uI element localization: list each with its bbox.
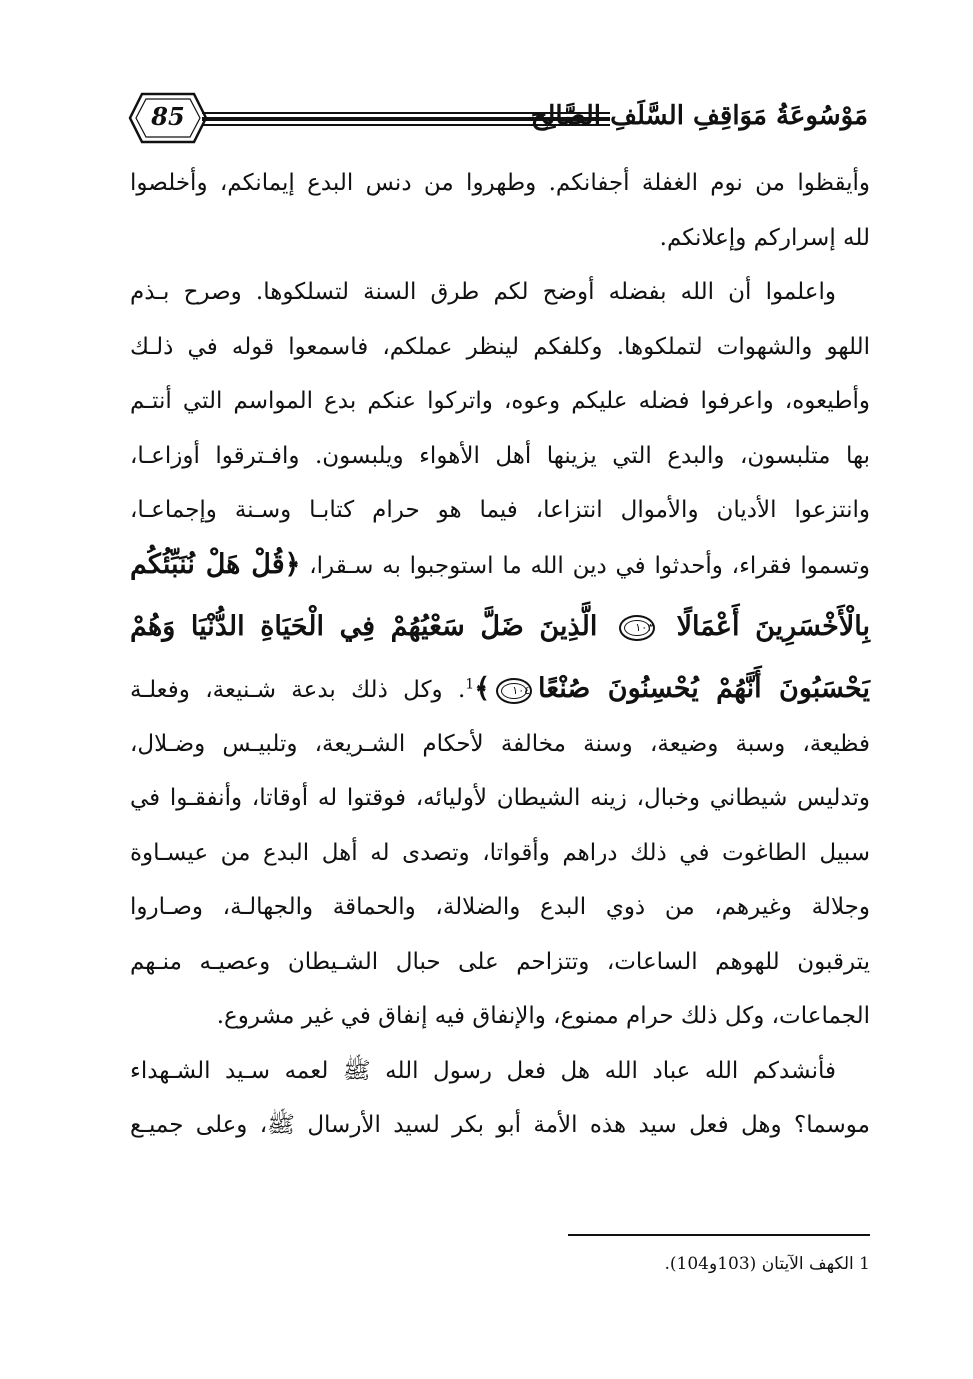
text-line: وجلالة وغيرهم، من ذوي البدع والضلالة، والحماقة والجهالـة، وصـاروا bbox=[130, 894, 870, 920]
text-line: وأيقظوا من نوم الغفلة أجفانكم. وطهروا من دنس البدع إيمانكم، وأخلصوا bbox=[130, 170, 870, 196]
text-line: فأنشدكم الله عباد الله هل فعل رسول الله ﷺ لعمه سـيد الشـهداء bbox=[130, 1057, 836, 1084]
series-title: مَوْسُوعَةُ مَوَاقِفِ السَّلَفِ الصَّالِح bbox=[530, 101, 868, 131]
quran-close-bracket: ﴾ bbox=[474, 673, 491, 704]
main-text bbox=[130, 156, 870, 1153]
text-line: بها متلبسون، والبدع التي يزينها أهل الأهواء ويلبسون. وافـترقوا أوزاعـا، bbox=[130, 442, 870, 469]
ayah-number-marker: ١٠٣ bbox=[619, 615, 655, 641]
text-line: موسما؟ وهل فعل سيد هذه الأمة أبو بكر لسيد الأرسال ﷺ، وعلى جميـع bbox=[130, 1112, 870, 1138]
page-number: 85 bbox=[151, 102, 185, 131]
text-line: الجماعات، وكل ذلك حرام ممنوع، والإنفاق فيه إنفاق في غير مشروع. bbox=[216, 1003, 870, 1029]
text-line: يترقبون للهوهم الساعات، وتتزاحم على حبال الشـيطان وعصيـه منـهم bbox=[130, 948, 870, 975]
text-segment: وتسموا فقراء، وأحدثوا في دين الله ما استوجبوا به سـقرا، bbox=[309, 552, 871, 579]
text-line bbox=[130, 538, 870, 593]
text-line: فظيعة، وسبة وضيعة، وسنة مخالفة لأحكام الشـريعة، وتلبيـس وضـلال، bbox=[130, 730, 870, 757]
text-segment: . وكل ذلك بدعة شـنيعة، وفعلـة bbox=[130, 677, 466, 703]
page-number-badge bbox=[128, 92, 208, 144]
text-line: وتدليس شيطاني وخبال، زينه الشيطان لأوليائه، فوقتوا له أوقاتا، وأنفقـوا في bbox=[130, 785, 870, 811]
footnote-separator bbox=[568, 1234, 870, 1236]
ayah-number-marker: ١٠٤ bbox=[496, 678, 532, 704]
quran-verse: ﴿قُلْ هَلْ نُنَبِّئُكُم bbox=[130, 548, 301, 580]
text-line: اللهو والشهوات لتملكوها. وكلفكم لينظر عملكم، فاسمعوا قوله في ذلـك bbox=[130, 333, 870, 360]
text-line: وأطيعوه، واعرفوا فضله عليكم وعوه، واتركوا عنكم بدع المواسم التي أنتـم bbox=[130, 388, 870, 414]
footnote-reference: 1 bbox=[465, 676, 475, 693]
quran-verse: يَحْسَبُونَ أَنَّهُمْ يُحْسِنُونَ صُنْعًا bbox=[538, 673, 870, 704]
quran-line bbox=[130, 592, 870, 662]
quran-verse: الَّذِينَ ضَلَّ سَعْيُهُمْ فِي الْحَيَاةِ الدُّنْيَا وَهُمْ bbox=[130, 611, 598, 642]
text-line: واعلموا أن الله بفضله أوضح لكم طرق السنة لتسلكوها. وصرح بـذم bbox=[130, 279, 836, 305]
text-line: وانتزعوا الأديان والأموال انتزاعا، فيما هو حرام كتابـا وسـنة وإجماعـا، bbox=[130, 497, 870, 523]
text-line: لله إسراركم وإعلانكم. bbox=[659, 224, 870, 251]
page-header bbox=[128, 92, 868, 146]
footnote: 1 الكهف الآيتان (103و104). bbox=[664, 1254, 870, 1274]
quran-verse: بِالْأَخْسَرِينَ أَعْمَالًا bbox=[676, 611, 870, 642]
text-line: سبيل الطاغوت في ذلك دراهم وأقواتا، وتصدى له أهل البدع من عيسـاوة bbox=[130, 839, 870, 866]
text-line bbox=[130, 662, 870, 717]
